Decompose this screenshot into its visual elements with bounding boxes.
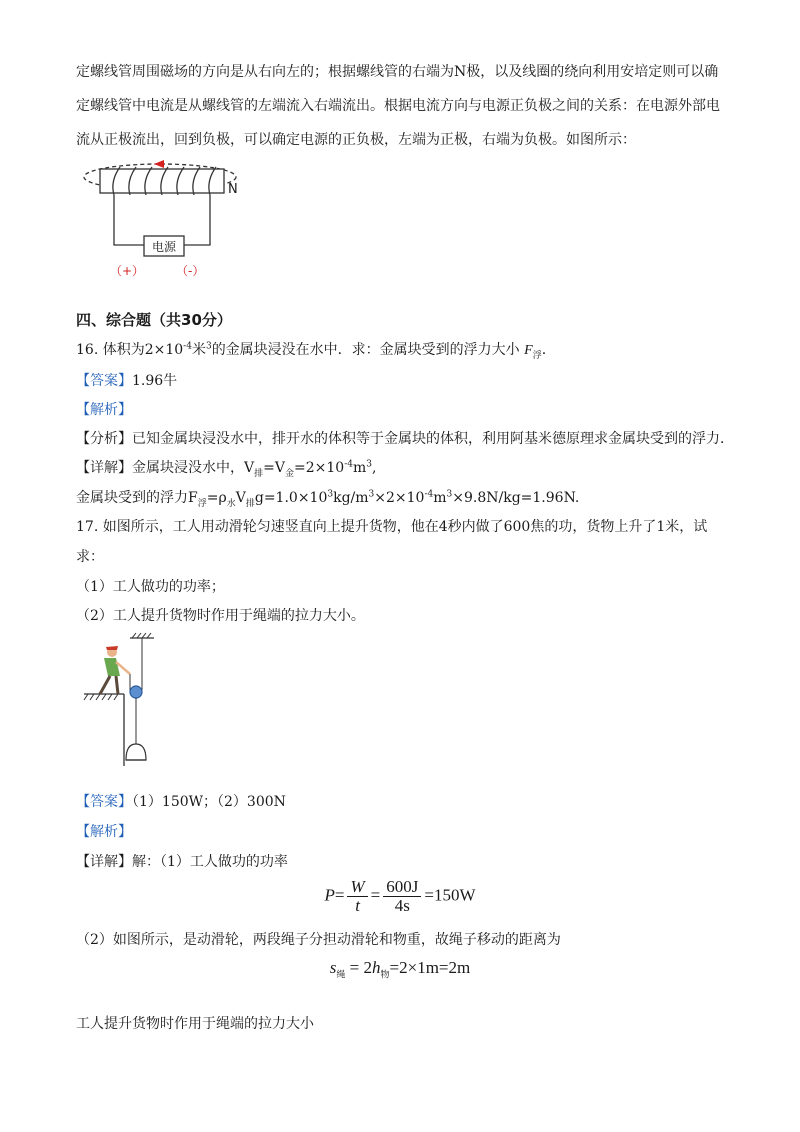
q17-detail-1: 【详解】解：（1）工人做功的功率 [76,854,288,870]
q16-stem: 16. 体积为$2\times 10^{-4}$米$^3$的金属块浸没在水中．求：金属块受到的浮力大小 $F_浮$. [76,341,547,361]
movable-pulley [130,686,142,698]
q17-stem-line-2: 求： [76,549,104,565]
cargo-weight [126,744,146,760]
q17-analysis-tag: 【解析】 [76,824,132,840]
q17-stem-line-1: 17. 如图所示，工人用动滑轮匀速竖直向上提升货物，他在4秒内做了600焦的功，货物上升了1米，试 [76,519,708,535]
q16-fenxi: 【分析】已知金属块浸没水中，排开水的体积等于金属块的体积，利用阿基米德原理求金属块受到的浮力． [76,431,734,447]
q16-buoyancy-calc: 金属块受到的浮力$F_浮=\rho_水V_排g=1.0\times 10^3kg/m^3\times 2\times 10^{-4}m^3\times 9.8N/kg=1.96N$. [76,489,580,509]
q17-answer: 【答案】（1）150W；（2）300N [76,794,286,810]
intro-line-1: 定螺线管周围磁场的方向是从右向左的；根据螺线管的右端为N极，以及线圈的绕向利用安培定则可以确 [76,64,719,80]
q17-detail-3: 工人提升货物时作用于绳端的拉力大小 [76,1016,314,1032]
answer-tag: 【答案】 [76,373,132,389]
power-formula: P= $\frac{W}{t}$ = $\frac{600J}{4s}$ =150W [324,877,476,915]
power-source-label: 电源 [151,240,177,254]
section-heading: 四、综合题（共30分） [76,311,232,329]
q17-part-2: （2）工人提升货物时作用于绳端的拉力大小。 [76,608,365,624]
q16-answer: 【答案】1.96牛 [76,373,178,389]
right-wire [184,195,210,245]
q16-detail: 【详解】金属块浸没水中，$V_排=V_金=2\times 10^{-4}m^3$, [76,459,377,479]
worker-person [100,646,130,694]
field-direction-arrow [154,160,164,168]
answer-tag: 【答案】 [76,794,132,810]
pulley-worker-figure [82,632,172,772]
solenoid-circuit-figure [80,155,270,285]
left-wire [114,195,144,245]
north-pole-label: N [228,182,238,197]
positive-terminal-label: （+） [110,264,145,278]
distance-formula: $s_绳 = 2h_物=2\times 1m=2m$ [329,958,471,980]
q17-part-1: （1）工人做功的功率； [76,579,225,595]
intro-line-3: 流从正极流出，回到负极，可以确定电源的正负极，左端为正极，右端为负极。如图所示： [76,132,636,148]
negative-terminal-label: （-） [176,264,205,278]
q16-analysis-tag: 【解析】 [76,402,132,418]
intro-line-2: 定螺线管中电流是从螺线管的左端流入右端流出。根据电流方向与电源正负极之间的关系：在电源外部电 [76,98,720,114]
q17-detail-2: （2）如图所示，是动滑轮，两段绳子分担动滑轮和物重，故绳子移动的距离为 [76,932,561,948]
